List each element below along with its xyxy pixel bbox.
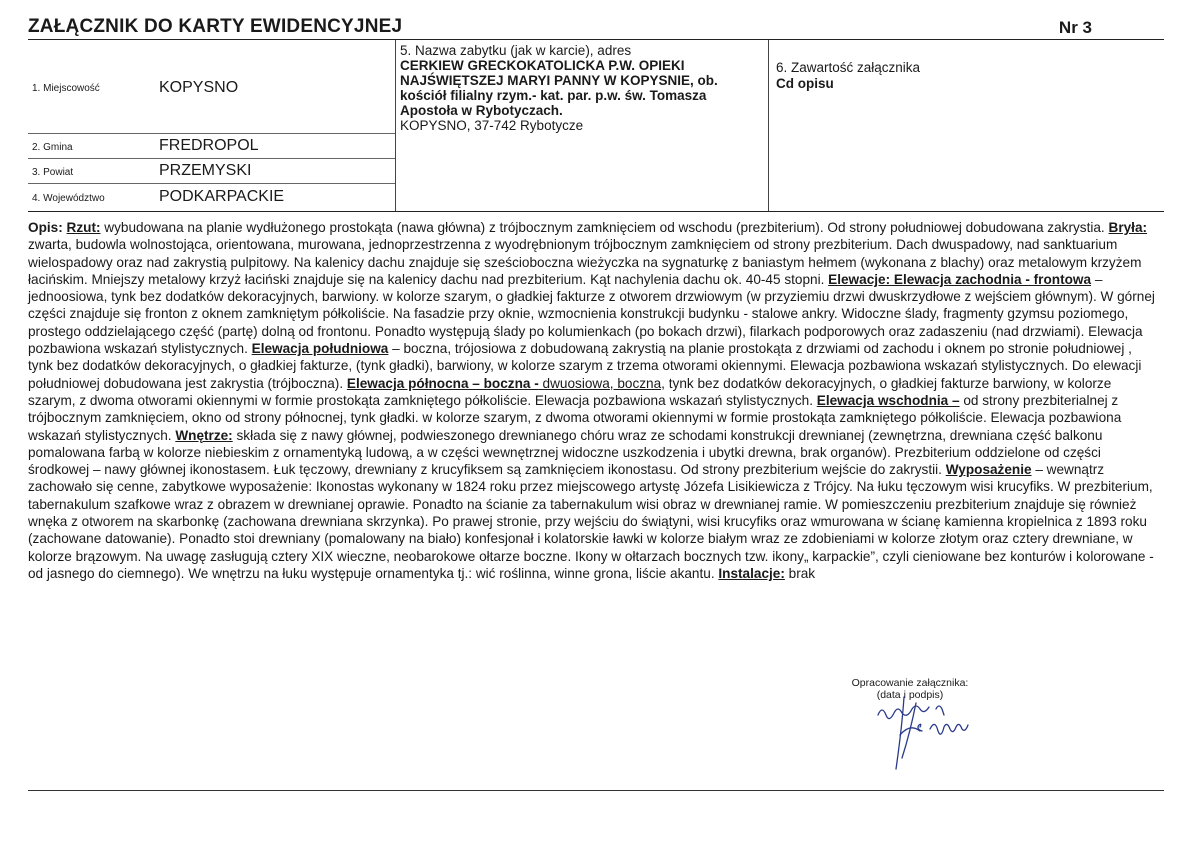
- text-elewacja-polnocna-underlined: dwuosiowa, boczna,: [538, 375, 665, 391]
- heading-wyposazenie: Wyposażenie: [945, 462, 1032, 478]
- text-wyposazenie: – wewnątrz zachowało się cenne, zabytkowe wyposażenie: Ikonostas wykonany w 1824 roku przez miejscowego artystę Józefa Lisikiewicza z Trójcy. Na łuku tęczowym wisi krucyfiks. W prezbiterium, tabernakulum szafkowe wraz z obrazem w drewnianej oprawie. Ponadto na ścianie za tabernakulum wisi obraz w drewnianej ramie. W pomieszczeniu prezbiterium znajduje się również wnęka z otworem na skarbonkę (zachowana drewniana skrzynka). Po prawej stronie, przy wejściu do świątyni, wisi krucyfiks oraz wmurowana w ścianę kamienna kropielnica z 1893 roku (zachowane datowanie). Ponadto stoi drewniany (pomalowany na biało) konfesjonał i kolatorskie ławki w kolorze białym wraz ze zdobieniami w kolorze złotym oraz cztery drewniane, w kolorze brązowym. Na uwagę zasługują cztery XIX wieczne, neobarokowe ołtarze boczne. Ikony w ołtarzach bocznych tzw. ikony„ karpackie”, czyli cieniowane bez konturów i kolorowane - od jasnego do ciemnego). We wnętrzu na łuku występuje ornamentyka tj.: wić roślinna, winne grona, liście akantu.: [28, 462, 1154, 581]
- heading-elewacja-poludniowa: Elewacja południowa: [251, 341, 389, 357]
- text-instalacje: brak: [784, 565, 816, 581]
- text-elewacja-poludniowa: – boczna, trójosiowa z dobudowaną zakrystią na planie prostokąta z drzwiami od zachodu i oknem po stronie południowej , tynk bez dodatków dekoracyjnych, o gładkiej fakturze, (tynk gładki), barwiony, w kolorze szarym z trzema otworami okiennymi. Elewacja pozbawiona wskazań stylistycznych. Do elewacji południowej dobudowana jest zakrystia (trójboczna).: [28, 341, 1142, 391]
- document-header: [28, 12, 1164, 38]
- row-powiat: [28, 159, 395, 184]
- location-column: [28, 40, 396, 211]
- miejscowosc-label: 1. Miejscowość: [32, 83, 100, 94]
- gmina-label: 2. Gmina: [32, 142, 73, 153]
- row-miejscowosc: [28, 40, 395, 134]
- monument-address: KOPYSNO, 37-742 Rybotycze: [400, 118, 584, 133]
- monument-name-column: [396, 40, 769, 211]
- document-title: ZAŁĄCZNIK DO KARTY EWIDENCYJNEJ: [28, 16, 403, 37]
- row-wojewodztwo: [28, 184, 395, 210]
- heading-bryla: Bryła:: [1108, 220, 1148, 235]
- monument-name-value: CERKIEW GRECKOKATOLICKA P.W. OPIEKI NAJŚWIĘTSZEJ MARYI PANNY W KOPYSNIE, ob. kościół filialny rzym.- kat. par. p.w. św. Tomasza Apostoła w Rybotyczach.: [400, 58, 718, 118]
- text-bryla: zwarta, budowla wolnostojąca, orientowana, murowana, jednoprzestrzenna z wyodrębnionym trójbocznym zamknięciem od strony prezbiterium. Dach dwuspadowy, nad sanktuarium wielospadowy oraz nad zakrystią pulpitowy. Na kalenicy dachu znajduje się sześcioboczna wieżyczka na sygnaturkę z baniastym hełmem (wykonana z blachy) oraz metalowym krzyżem łacińskim. Mniejszy metalowy krzyż łaciński znajduje się na kalenicy dachu nad prezbiterium. Kąt nachylenia dachu ok. 40-45 stopni.: [28, 237, 1142, 287]
- wojewodztwo-value: PODKARPACKIE: [159, 188, 285, 205]
- heading-wnetrze: Wnętrze:: [175, 427, 233, 443]
- signature-label: Opracowanie załącznika:: [851, 677, 969, 689]
- wojewodztwo-label: 4. Województwo: [32, 193, 105, 204]
- text-elewacja-polnocna: tynk bez dodatków dekoracyjnych, o gładkiej fakturze barwiony, w kolorze szarym, z dwoma otworami okiennymi w formie prostokąta zamkniętego półkoliście. Elewacja pozbawiona wskazań stylistycznych.: [28, 375, 1112, 408]
- handwritten-signature: [860, 695, 990, 775]
- powiat-value: PRZEMYSKI: [159, 162, 252, 179]
- bottom-rule: [28, 790, 1164, 791]
- attachment-number: Nr 3: [1058, 18, 1092, 37]
- text-elewacja-zachodnia: – jednoosiowa, tynk bez dodatków dekoracyjnych, barwiony. w kolorze szarym, o gładkiej fakturze z otworem drzwiowym (w przyziemiu drzwi dwuskrzydłowe z wejściem głównym). W górnej części znajduje się fronton z oknem zamkniętym półkoliście. Na fasadzie przy oknie, wzmocnienia konstrukcji budynku - stalowe ankry. Widoczne ślady, fragmenty gzymsu poziomego, prostego oddzielającego część (partę) dolną od frontonu. Ponadto występują ślady po kolumienkach (po bokach drzwi), filarkach podporowych oraz zadaszeniu (nad drzwiami). Elewacja pozbawiona wskazań stylistycznych.: [28, 271, 1155, 357]
- text-rzut: wybudowana na planie wydłużonego prostokąta (nawa główna) z trójbocznym zamknięciem od wschodu (prezbiterium). Od strony południowej dobudowana zakrystia.: [100, 220, 1109, 235]
- heading-elewacja-zachodnia: Elewacje: Elewacja zachodnia - frontowa: [828, 271, 1092, 287]
- record-grid: [28, 39, 1164, 212]
- heading-instalacje: Instalacje:: [718, 565, 785, 581]
- monument-name-label: 5. Nazwa zabytku (jak w karcie), adres: [400, 43, 632, 58]
- contents-column: [769, 40, 1164, 211]
- contents-label: 6. Zawartość załącznika: [776, 60, 921, 75]
- signature-sublabel: (data i podpis): [876, 689, 944, 701]
- heading-elewacja-polnocna: Elewacja północna – boczna -: [346, 375, 539, 391]
- text-wnetrze: składa się z nawy głównej, podwieszonego drewnianego chóru wraz ze schodami konstrukcji drewnianej (zewnętrzna, drewniana część balkonu pomalowana farbą w kolorze niebieskim z ornamentyką ludową, a w części wewnętrznej widoczne uszkodzenia i ubytki drewna, brak organów). Prezbiterium oddzielone od części środkowej – nawy głównej ikonostasem. Łuk tęczowy, drewniany z krucyfiksem są zamknięciem ikonostasu. Od strony prezbiterium wejście do zakrystii.: [28, 427, 1103, 478]
- heading-elewacja-wschodnia: Elewacja wschodnia –: [816, 392, 960, 408]
- heading-rzut: Rzut:: [66, 220, 101, 235]
- powiat-label: 3. Powiat: [32, 167, 74, 178]
- row-gmina: [28, 134, 395, 159]
- gmina-value: FREDROPOL: [159, 137, 259, 154]
- contents-value: Cd opisu: [776, 76, 834, 91]
- description-text: [28, 219, 1156, 582]
- text-elewacja-wschodnia: od strony prezbiterialnej z trójbocznym zamknięciem, okno od strony północnej, tynk gładki. w kolorze szarym, z dwoma otworami okiennymi w formie prostokąta zamkniętego półkoliście. Elewacja pozbawiona wskazań stylistycznych.: [28, 392, 1122, 443]
- heading-opis: Opis:: [28, 220, 63, 235]
- miejscowosc-value: KOPYSNO: [159, 79, 239, 96]
